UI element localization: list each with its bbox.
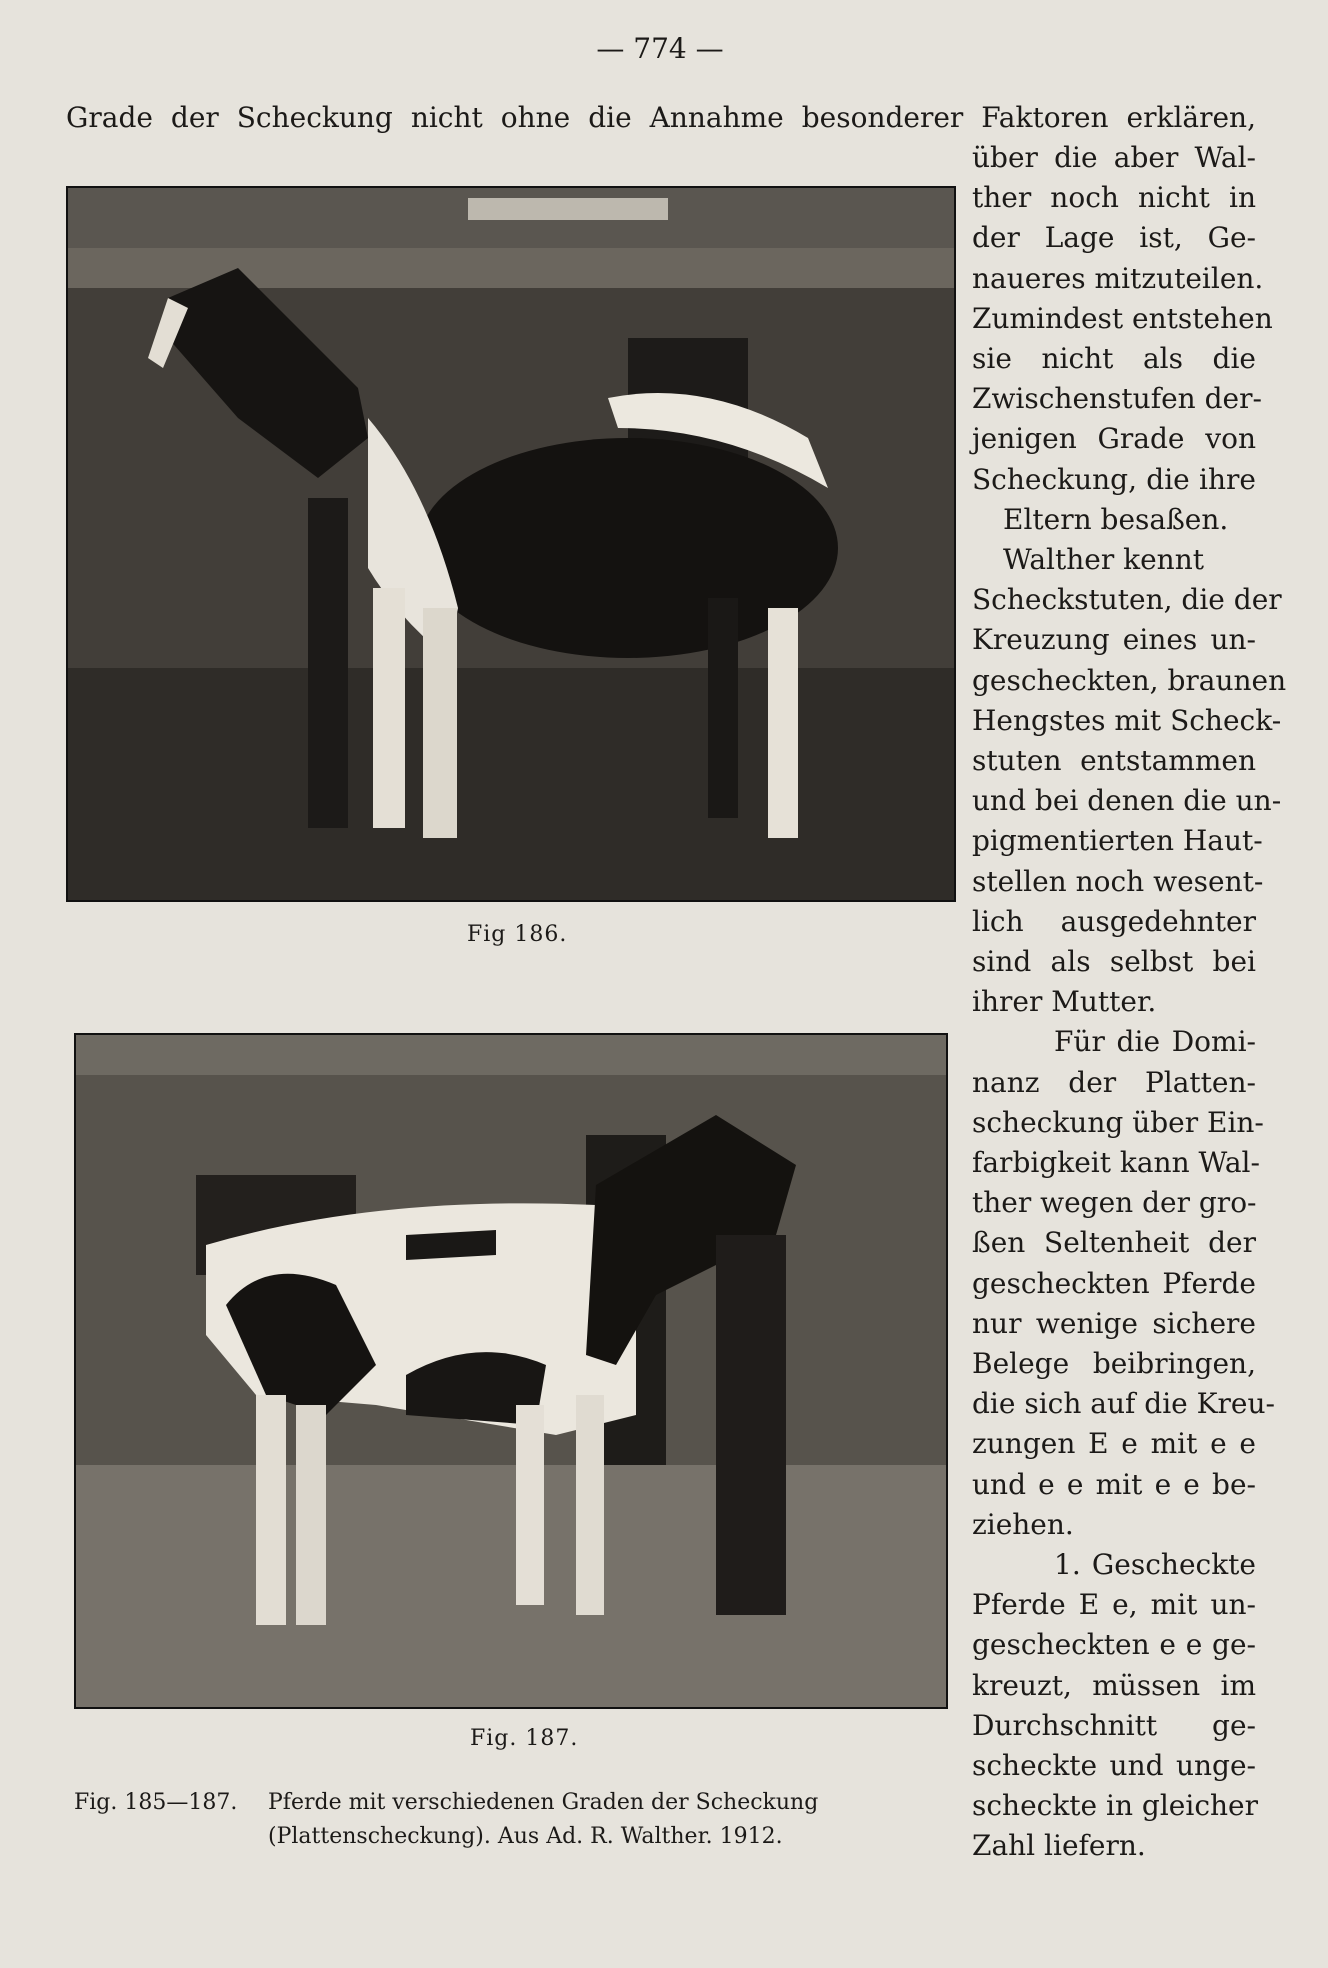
photo-piebald-horse-fig186 — [66, 186, 956, 902]
column-text-line: Durchschnitt ge- — [972, 1709, 1256, 1742]
column-text-line: kreuzt, müssen im — [972, 1669, 1256, 1702]
figure-caption-text: Pferde mit verschiedenen Graden der Scheckung (Plattenscheckung). Aus Ad. R. Walther. 1912. — [268, 1790, 819, 1849]
figure-label-186: Fig 186. — [467, 922, 568, 947]
column-text-line: gescheckten e e ge- — [972, 1628, 1256, 1661]
column-text-line: Belege beibringen, — [972, 1347, 1256, 1380]
column-text-line: lich ausgedehnter — [972, 905, 1256, 938]
column-text-line: ßen Seltenheit der — [972, 1226, 1256, 1259]
page-number: — 774 — — [596, 32, 724, 65]
column-text-line: Walther kennt — [1003, 543, 1204, 576]
horse-photo-186 — [68, 188, 954, 900]
figure-caption-lead: Fig. 185—187. — [74, 1790, 238, 1815]
column-text-line: die sich auf die Kreu- — [972, 1387, 1275, 1420]
horse-photo-187 — [76, 1035, 946, 1707]
column-text-line: scheckte und unge- — [972, 1749, 1256, 1782]
column-text-line: Scheckung, die ihre — [972, 463, 1256, 496]
column-text-line: sind als selbst bei — [972, 945, 1256, 978]
column-text-line: stellen noch wesent- — [972, 865, 1264, 898]
column-text-line: scheckte in gleicher — [972, 1789, 1258, 1822]
column-text-line: Zahl liefern. — [972, 1829, 1146, 1862]
column-text-line: Hengstes mit Scheck- — [972, 704, 1282, 737]
column-text-line: und e e mit e e be- — [972, 1468, 1256, 1501]
column-text-line: naueres mitzuteilen. — [972, 262, 1264, 295]
column-text-line: und bei denen die un- — [972, 784, 1282, 817]
column-text-line: Kreuzung eines un- — [972, 623, 1256, 656]
column-text-line: Pferde E e, mit un- — [972, 1588, 1256, 1621]
column-text-line: 1. Gescheckte — [1054, 1548, 1256, 1581]
column-text-line: Scheckstuten, die der — [972, 583, 1282, 616]
column-text-line: jenigen Grade von — [972, 422, 1256, 455]
column-text-line: nanz der Platten- — [972, 1066, 1256, 1099]
column-text-line: Zwischenstufen der- — [972, 382, 1262, 415]
column-text-line: ziehen. — [972, 1508, 1074, 1541]
column-text-line: zungen E e mit e e — [972, 1427, 1256, 1460]
column-text-line: gescheckten Pferde — [972, 1267, 1256, 1300]
column-text-line: scheckung über Ein- — [972, 1106, 1264, 1139]
column-text-line: Zumindest entstehen — [972, 302, 1273, 335]
column-text-line: der Lage ist, Ge- — [972, 221, 1256, 254]
body-text-first-line: Grade der Scheckung nicht ohne die Annahme besonderer Faktoren erklären, — [66, 101, 1256, 134]
column-text-line: farbigkeit kann Wal- — [972, 1146, 1260, 1179]
column-text-line: ther wegen der gro- — [972, 1186, 1257, 1219]
column-text-line: Für die Domi- — [1054, 1025, 1256, 1058]
column-text-line: stuten entstammen — [972, 744, 1256, 777]
column-text-line: über die aber Wal- — [972, 141, 1256, 174]
column-text-line: ther noch nicht in — [972, 181, 1256, 214]
column-text-line: sie nicht als die — [972, 342, 1256, 375]
column-text-line: Eltern besaßen. — [1003, 503, 1229, 536]
column-text-line: nur wenige sichere — [972, 1307, 1256, 1340]
column-text-line: ihrer Mutter. — [972, 985, 1157, 1018]
column-text-line: gescheckten, braunen — [972, 664, 1287, 697]
figure-label-187: Fig. 187. — [470, 1726, 579, 1751]
column-text-line: pigmentierten Haut- — [972, 824, 1263, 857]
photo-piebald-horse-fig187 — [74, 1033, 948, 1709]
